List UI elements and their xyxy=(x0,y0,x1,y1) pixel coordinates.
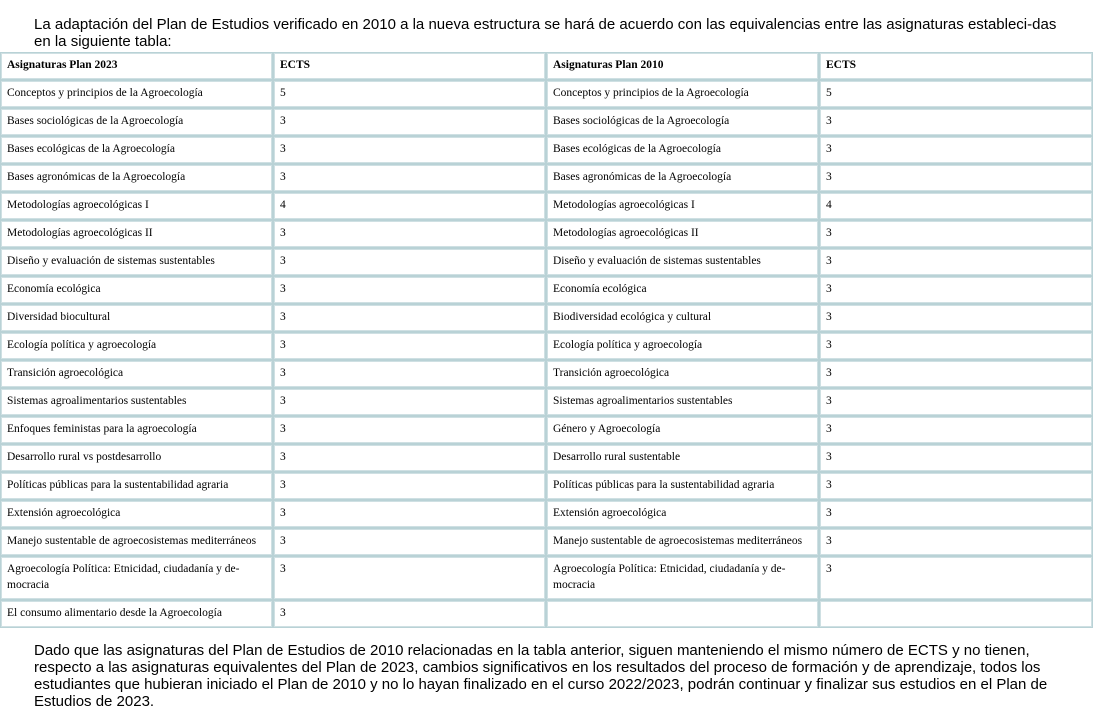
table-row xyxy=(0,248,1093,276)
table-row xyxy=(0,600,1093,628)
ects-2010-cell: 5 xyxy=(819,80,1093,108)
header-subjects-2010: Asignaturas Plan 2010 xyxy=(546,52,819,80)
ects-2023-cell: 3 xyxy=(273,276,546,304)
ects-2010-cell: 3 xyxy=(819,248,1093,276)
table-row xyxy=(0,220,1093,248)
table-row xyxy=(0,108,1093,136)
ects-2023-cell: 3 xyxy=(273,304,546,332)
ects-2010-cell: 3 xyxy=(819,332,1093,360)
ects-2023-cell: 3 xyxy=(273,444,546,472)
ects-2010-cell: 3 xyxy=(819,164,1093,192)
subject-2023-cell: Manejo sustentable de agroecosistemas mediterráneos xyxy=(0,528,273,556)
subject-2023-cell: Metodologías agroecológicas I xyxy=(0,192,273,220)
table-row xyxy=(0,192,1093,220)
subject-2023-cell: Metodologías agroecológicas II xyxy=(0,220,273,248)
table-row xyxy=(0,276,1093,304)
subject-2023-cell: Enfoques feministas para la agroecología xyxy=(0,416,273,444)
ects-2010-cell: 3 xyxy=(819,276,1093,304)
table-row xyxy=(0,444,1093,472)
subject-2010-cell: Género y Agroecología xyxy=(546,416,819,444)
ects-2023-cell: 4 xyxy=(273,192,546,220)
ects-2023-cell: 3 xyxy=(273,332,546,360)
header-subjects-2023: Asignaturas Plan 2023 xyxy=(0,52,273,80)
subject-2010-cell: Metodologías agroecológicas I xyxy=(546,192,819,220)
ects-2010-cell: 3 xyxy=(819,500,1093,528)
ects-2023-cell: 3 xyxy=(273,528,546,556)
subject-2010-cell: Conceptos y principios de la Agroecología xyxy=(546,80,819,108)
subject-2010-cell: Manejo sustentable de agroecosistemas mediterráneos xyxy=(546,528,819,556)
ects-2010-cell xyxy=(819,600,1093,628)
ects-2023-cell: 3 xyxy=(273,108,546,136)
ects-2023-cell: 3 xyxy=(273,360,546,388)
subject-2010-cell: Bases sociológicas de la Agroecología xyxy=(546,108,819,136)
ects-2023-cell: 3 xyxy=(273,220,546,248)
ects-2010-cell: 3 xyxy=(819,108,1093,136)
ects-2023-cell: 3 xyxy=(273,472,546,500)
subject-2023-cell: Ecología política y agroecología xyxy=(0,332,273,360)
table-row xyxy=(0,472,1093,500)
ects-2010-cell: 3 xyxy=(819,304,1093,332)
subject-2023-cell: Agroecología Política: Etnicidad, ciudadanía y de-mocracia xyxy=(0,556,273,600)
subject-2010-cell: Diseño y evaluación de sistemas sustentables xyxy=(546,248,819,276)
ects-2023-cell: 3 xyxy=(273,248,546,276)
subject-2023-cell: Transición agroecológica xyxy=(0,360,273,388)
table-row xyxy=(0,388,1093,416)
ects-2010-cell: 3 xyxy=(819,528,1093,556)
subject-2023-cell: Bases agronómicas de la Agroecología xyxy=(0,164,273,192)
subject-2023-cell: Sistemas agroalimentarios sustentables xyxy=(0,388,273,416)
subject-2023-cell: Diversidad biocultural xyxy=(0,304,273,332)
subject-2010-cell: Desarrollo rural sustentable xyxy=(546,444,819,472)
subject-2010-cell: Bases agronómicas de la Agroecología xyxy=(546,164,819,192)
subject-2023-cell: Extensión agroecológica xyxy=(0,500,273,528)
subject-2023-cell: El consumo alimentario desde la Agroecología xyxy=(0,600,273,628)
subject-2010-cell: Agroecología Política: Etnicidad, ciudadanía y de-mocracia xyxy=(546,556,819,600)
subject-2023-cell: Diseño y evaluación de sistemas sustentables xyxy=(0,248,273,276)
table-row xyxy=(0,416,1093,444)
table-header-row xyxy=(0,52,1093,80)
header-ects-2023: ECTS xyxy=(273,52,546,80)
ects-2010-cell: 3 xyxy=(819,388,1093,416)
equivalence-table xyxy=(0,52,1093,628)
ects-2010-cell: 3 xyxy=(819,472,1093,500)
subject-2010-cell: Economía ecológica xyxy=(546,276,819,304)
subject-2010-cell: Políticas públicas para la sustentabilidad agraria xyxy=(546,472,819,500)
subject-2023-cell: Bases ecológicas de la Agroecología xyxy=(0,136,273,164)
ects-2023-cell: 3 xyxy=(273,164,546,192)
ects-2010-cell: 3 xyxy=(819,416,1093,444)
table-row xyxy=(0,80,1093,108)
subject-2023-cell: Desarrollo rural vs postdesarrollo xyxy=(0,444,273,472)
subject-2023-cell: Conceptos y principios de la Agroecología xyxy=(0,80,273,108)
table-row xyxy=(0,164,1093,192)
ects-2023-cell: 3 xyxy=(273,388,546,416)
ects-2023-cell: 3 xyxy=(273,416,546,444)
subject-2023-cell: Políticas públicas para la sustentabilidad agraria xyxy=(0,472,273,500)
table-row xyxy=(0,136,1093,164)
ects-2010-cell: 3 xyxy=(819,360,1093,388)
table-row xyxy=(0,332,1093,360)
subject-2010-cell: Transición agroecológica xyxy=(546,360,819,388)
ects-2023-cell: 3 xyxy=(273,136,546,164)
ects-2010-cell: 3 xyxy=(819,220,1093,248)
ects-2010-cell: 3 xyxy=(819,136,1093,164)
subject-2010-cell: Bases ecológicas de la Agroecología xyxy=(546,136,819,164)
subject-2010-cell xyxy=(546,600,819,628)
ects-2023-cell: 3 xyxy=(273,500,546,528)
ects-2023-cell: 3 xyxy=(273,556,546,600)
table-row xyxy=(0,360,1093,388)
table-row xyxy=(0,304,1093,332)
ects-2023-cell: 3 xyxy=(273,600,546,628)
closing-paragraph: Dado que las asignaturas del Plan de Estudios de 2010 relacionadas en la tabla anterior, siguen manteniendo el mismo número de ECTS y no tienen, respecto a las asignaturas equivalentes del Plan de 2023, cambios significativos en los resultados del proceso de formación y de aprendizaje, todos los estudiantes que hubieran iniciado el Plan de 2010 y no lo hayan finalizado en el curso 2022/2023, podrán continuar y finalizar sus estudios en el Plan de Estudios de 2023. xyxy=(34,642,1048,710)
subject-2023-cell: Economía ecológica xyxy=(0,276,273,304)
header-ects-2010: ECTS xyxy=(819,52,1093,80)
intro-paragraph: La adaptación del Plan de Estudios verificado en 2010 a la nueva estructura se hará de acuerdo con las equivalencias entre las asignaturas estableci-das en la siguiente tabla: xyxy=(34,16,1057,50)
table-row xyxy=(0,528,1093,556)
subject-2010-cell: Metodologías agroecológicas II xyxy=(546,220,819,248)
table-row xyxy=(0,500,1093,528)
ects-2010-cell: 3 xyxy=(819,556,1093,600)
ects-2023-cell: 5 xyxy=(273,80,546,108)
subject-2023-cell: Bases sociológicas de la Agroecología xyxy=(0,108,273,136)
subject-2010-cell: Biodiversidad ecológica y cultural xyxy=(546,304,819,332)
table-row xyxy=(0,556,1093,600)
ects-2010-cell: 3 xyxy=(819,444,1093,472)
ects-2010-cell: 4 xyxy=(819,192,1093,220)
subject-2010-cell: Sistemas agroalimentarios sustentables xyxy=(546,388,819,416)
subject-2010-cell: Ecología política y agroecología xyxy=(546,332,819,360)
subject-2010-cell: Extensión agroecológica xyxy=(546,500,819,528)
